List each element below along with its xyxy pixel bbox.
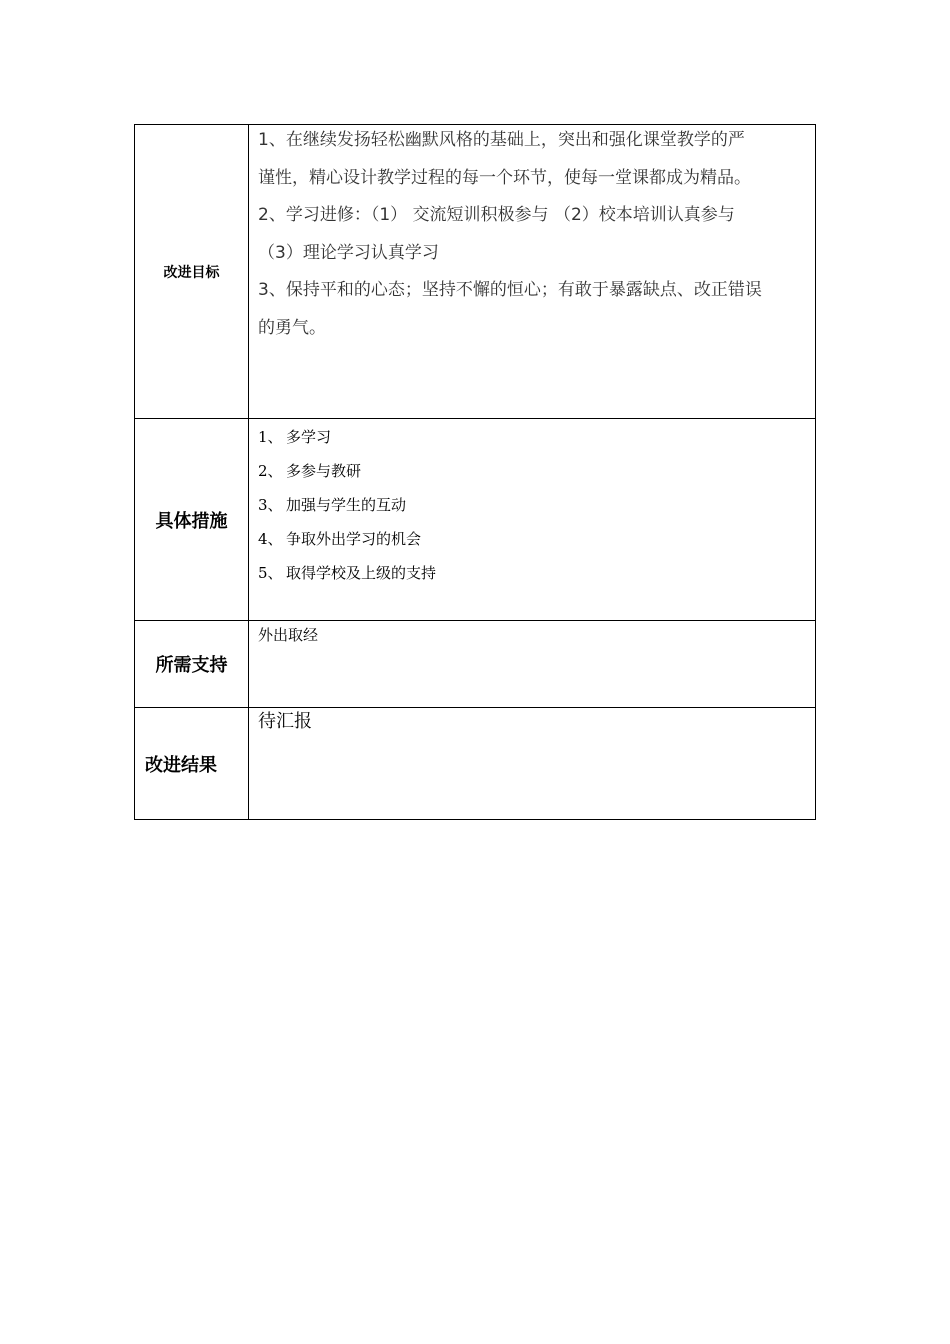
improvement-plan-table [134, 124, 816, 820]
list-item-number: 3、 [258, 496, 283, 514]
support-label: 所需支持 [135, 621, 249, 708]
measures-label: 具体措施 [135, 419, 249, 621]
list-item-text: 多学习 [286, 428, 332, 446]
goal-line: （3）理论学习认真学习 [258, 242, 439, 263]
measures-content [249, 419, 816, 621]
measures-row [135, 419, 816, 621]
measures-list [258, 419, 809, 590]
goal-line: 1、在继续发扬轻松幽默风格的基础上，突出和强化课堂教学的严 [258, 130, 745, 150]
list-item-number: 1、 [258, 428, 283, 446]
list-item-number: 2、 [258, 462, 283, 480]
goal-line: 3、保持平和的心态；坚持不懈的恒心；有敢于暴露缺点、改正错误 [258, 280, 762, 300]
goal-line: 的勇气。 [258, 317, 326, 338]
support-row [135, 621, 816, 708]
goal-text [258, 122, 809, 347]
support-text: 外出取经 [258, 626, 319, 644]
list-item-number: 5、 [258, 564, 283, 582]
support-content [249, 621, 816, 708]
list-item [258, 488, 809, 522]
list-item [258, 556, 809, 590]
goal-line: 谨性，精心设计教学过程的每一个环节，使每一堂课都成为精品。 [258, 167, 751, 188]
list-item [258, 420, 809, 454]
list-item-text: 取得学校及上级的支持 [286, 564, 437, 582]
result-text: 待汇报 [258, 711, 312, 732]
goal-content [249, 125, 816, 419]
list-item-text: 争取外出学习的机会 [286, 530, 422, 548]
list-item-number: 4、 [258, 530, 283, 548]
list-item [258, 522, 809, 556]
goal-row [135, 125, 816, 419]
list-item-text: 加强与学生的互动 [286, 496, 407, 514]
result-content [249, 708, 816, 820]
list-item [258, 454, 809, 488]
result-row [135, 708, 816, 820]
goal-label: 改进目标 [135, 125, 249, 419]
result-label: 改进结果 [135, 708, 249, 820]
goal-line: 2、学习进修：（1） 交流短训积极参与 （2）校本培训认真参与 [258, 205, 735, 225]
list-item-text: 多参与教研 [286, 462, 362, 480]
